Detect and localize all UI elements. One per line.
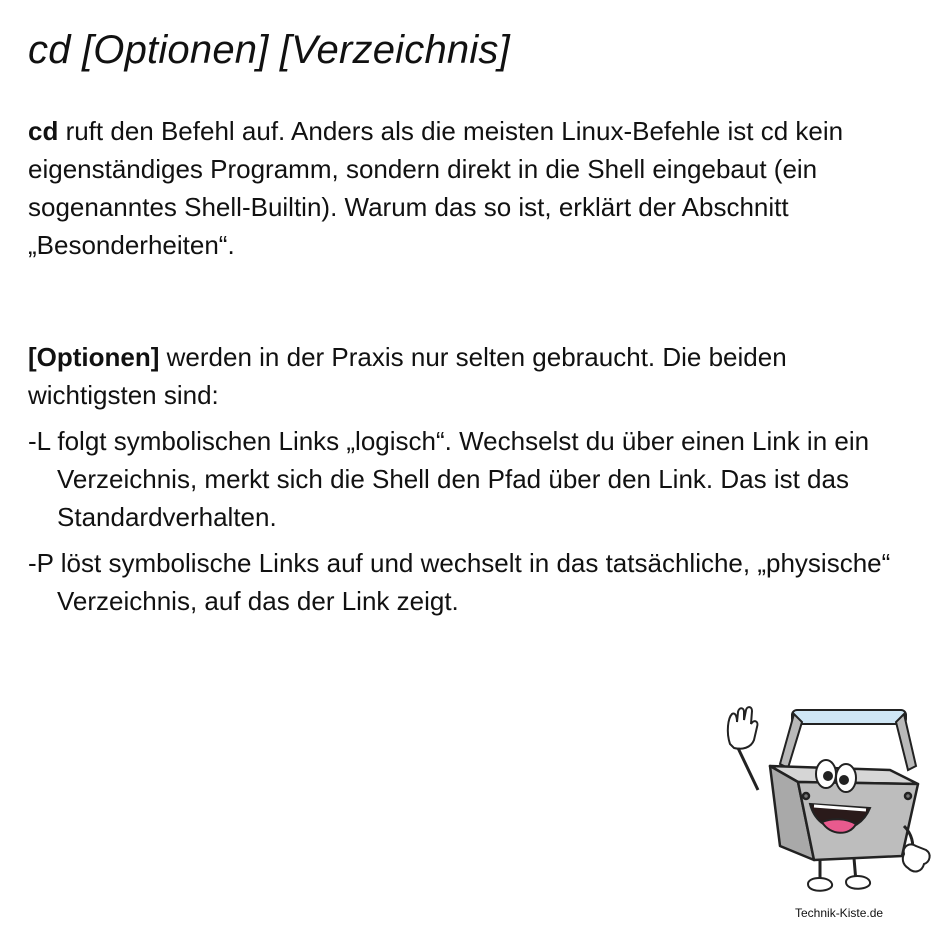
options-paragraph bbox=[28, 338, 918, 414]
toolbox-handle-icon bbox=[780, 710, 916, 770]
page-title: cd [Optionen] [Verzeichnis] bbox=[28, 28, 510, 72]
intro-lead: cd bbox=[28, 116, 59, 146]
waving-hand-icon bbox=[728, 707, 758, 790]
option-item-P: -P löst symbolische Links auf und wechselt in das tatsächliche, „physische“ Verzeichnis, auf das der Link zeigt. bbox=[28, 548, 891, 616]
options-lead: [Optionen] bbox=[28, 342, 160, 372]
brand-caption: Technik-Kiste.de bbox=[795, 906, 884, 920]
intro-text: ruft den Befehl auf. Anders als die meisten Linux-Befehle ist cd kein eigenständiges Programm, sondern direkt in die Shell eingebaut (ein sogenanntes Shell-Builtin). Warum das so ist, erklärt der Abschnitt „Besonderheiten“. bbox=[28, 116, 844, 260]
shoes-icon bbox=[808, 876, 870, 891]
intro-paragraph bbox=[28, 112, 918, 264]
page-content bbox=[28, 22, 918, 620]
option-item-L: -L folgt symbolischen Links „logisch“. Wechselst du über einen Link in ein Verzeichnis, merkt sich die Shell den Pfad über den Link. Das ist das Standardverhalten. bbox=[28, 426, 870, 532]
options-text: werden in der Praxis nur selten gebraucht. Die beiden wichtigsten sind: bbox=[28, 342, 787, 410]
toolbox-mascot-icon bbox=[718, 704, 933, 904]
